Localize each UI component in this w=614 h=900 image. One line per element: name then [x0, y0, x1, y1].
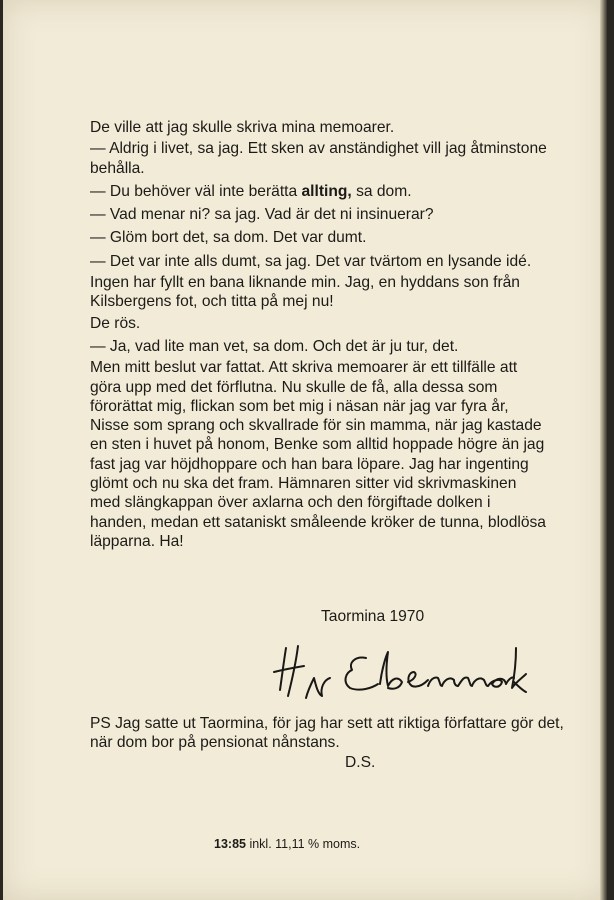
handwritten-signature: [268, 638, 528, 708]
book-back-cover: [3, 0, 607, 900]
price-amount: 13:85: [214, 837, 246, 851]
paragraph-4: — Vad menar ni? sa jag. Vad är det ni insinuerar?: [90, 206, 434, 224]
paragraph-5: — Glöm bort det, sa dom. Det var dumt.: [90, 229, 367, 247]
page-edge: [600, 0, 607, 900]
postscript: PS Jag satte ut Taormina, för jag har sett att riktiga författare gör det, när dom bor på pensionat nånstans.: [90, 715, 564, 752]
paragraph-9: — Ja, vad lite man vet, sa dom. Och det är ju tur, det.: [90, 337, 459, 355]
paragraph-7: Ingen har fyllt en bana liknande min. Jag, en hyddans son från Kilsbergens fot, och titta på mej nu!: [90, 274, 520, 311]
paragraph-10: Men mitt beslut var fattat. Att skriva memoarer är ett tillfälle att göra upp med det förflutna. Nu skulle de få, alla dessa som förorättat mig, flickan som bet mig i näsan när jag var fyra år, Nisse som sprang och skvallrade för sin mamma, när jag kastade en sten i huvet på honom, Benke som alltid hoppade högre än jag fast jag var höjdhoppare och han bara löpare. Jag har ingenting glömt och nu ska det fram. Hämnaren sitter vid skrivmaskinen med slängkappan över axlarna och den förgiftade dolken i handen, medan ett sataniskt småleende kröker de tunna, blodlösa läpparna. Ha!: [90, 359, 546, 550]
memoir-text: [90, 118, 550, 551]
price-line: [214, 837, 360, 851]
paragraph-8: De rös.: [90, 314, 141, 332]
paragraph-6: — Det var inte alls dumt, sa jag. Det var tvärtom en lysande idé.: [90, 252, 532, 270]
postscript-sign-off: D.S.: [345, 754, 376, 771]
emphasis-allting: allting,: [301, 182, 352, 200]
price-vat: inkl. 11,11 % moms.: [245, 837, 361, 851]
paragraph-3: — Du behöver väl inte berätta allting, sa dom.: [90, 182, 412, 200]
paragraph-1: De ville att jag skulle skriva mina memoarer.: [90, 119, 395, 136]
place-date: Taormina 1970: [321, 608, 425, 625]
paragraph-2: — Aldrig i livet, sa jag. Ett sken av anständighet vill jag åtminstone behålla.: [90, 140, 547, 177]
